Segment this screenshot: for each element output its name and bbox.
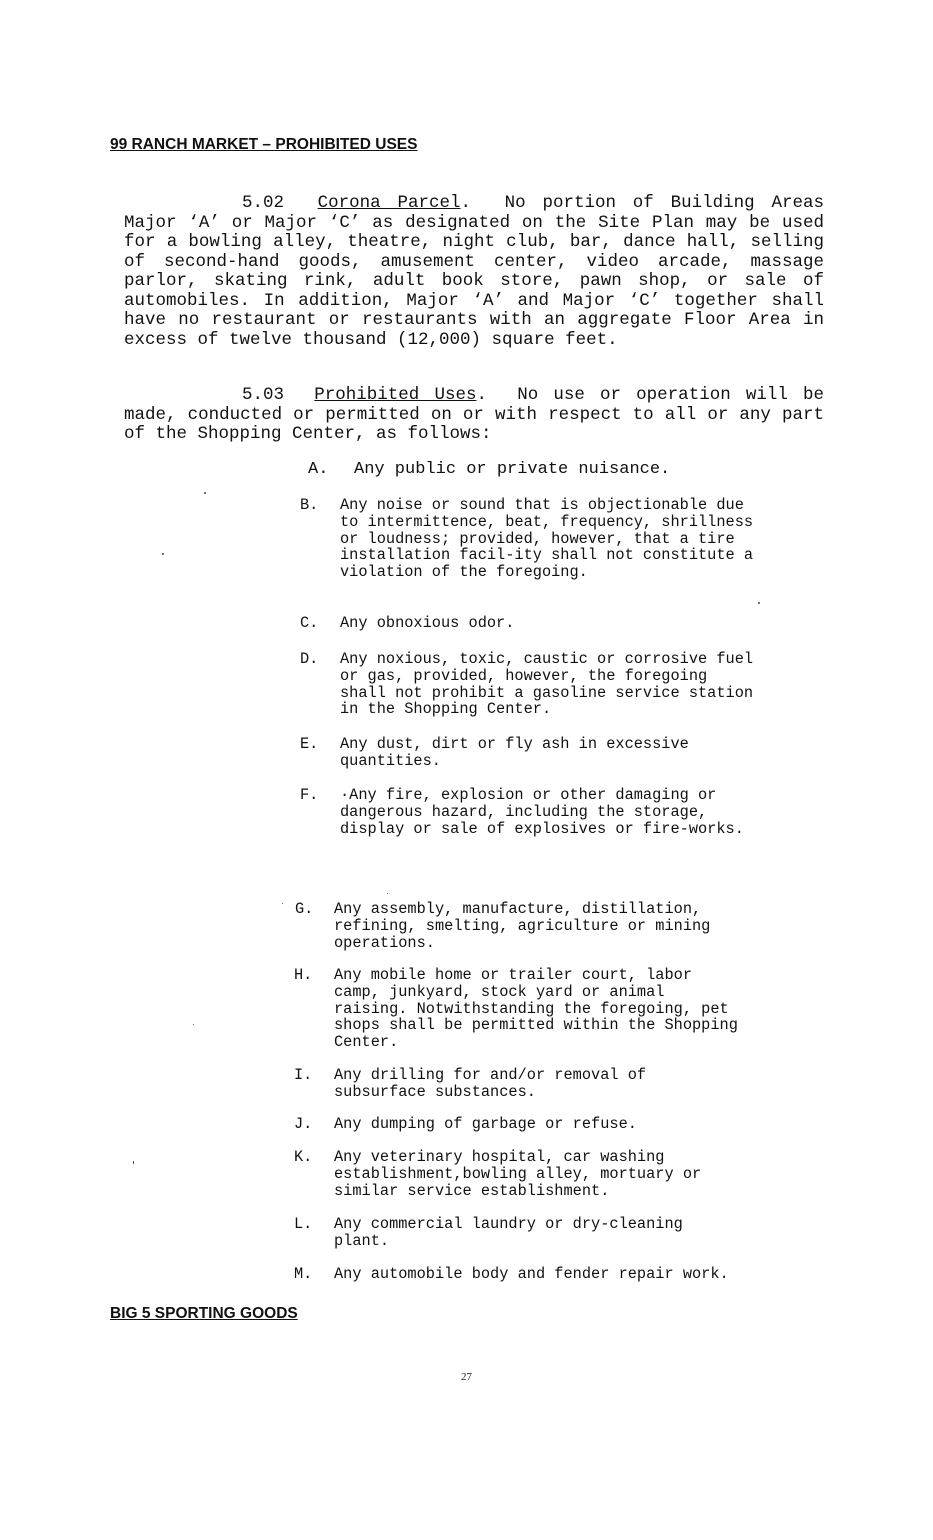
- scan-speck: [193, 1024, 194, 1025]
- list-letter: L.: [294, 1215, 313, 1233]
- list-text: Any commercial laundry or dry-cleaning plant.: [334, 1215, 683, 1250]
- list-letter: H.: [294, 966, 313, 984]
- paragraph-body: No portion of Building Areas Major ‘A’ or Major ‘C’ as designated on the Site Plan may be used for a bowling alley, theatre, night club, bar, dance hall, selling of second-hand goods, amusement center, video arcade, massage parlor, skating rink, adult book store, pawn shop, or sale of automobiles. In addition, Major ‘A’ and Major ‘C’ together shall have no restaurant or restaurants with an aggregate Floor Area in excess of twelve thousand (12,000) square feet.: [124, 193, 824, 350]
- list-letter: E.: [300, 735, 319, 753]
- list-letter: J.: [294, 1115, 313, 1133]
- list-letter: K.: [294, 1148, 313, 1166]
- list-letter: D.: [300, 650, 319, 668]
- list-letter: A.: [308, 460, 329, 479]
- list-text: Any drilling for and/or removal of subsurface substances.: [334, 1066, 647, 1101]
- list-text: Any dumping of garbage or refuse.: [334, 1115, 637, 1133]
- list-text: Any automobile body and fender repair work.: [334, 1265, 729, 1283]
- scan-speck: [387, 893, 388, 894]
- section-heading-99-ranch: 99 RANCH MARKET – PROHIBITED USES: [110, 136, 418, 153]
- paragraph-title: Corona Parcel: [317, 193, 461, 213]
- section-heading-big-5: BIG 5 SPORTING GOODS: [110, 1305, 298, 1322]
- paragraph-title: Prohibited Uses: [314, 385, 477, 405]
- list-letter: G.: [295, 900, 314, 918]
- list-letter: B.: [300, 496, 319, 514]
- list-text: Any noise or sound that is objectionable due to intermittence, beat, frequency, shrillness or loudness; provided, however, that a tire installation facil-ity shall not constitute a violation of the foregoing.: [340, 496, 754, 582]
- paragraph-5-02: 5.02 Corona Parcel. No portion of Building Areas Major ‘A’ or Major ‘C’ as designated on the Site Plan may be used for a bowling alley, theatre, night club, bar, dance hall, selling of second-hand goods, amusement center, video arcade, massage parlor, skating rink, adult book store, pawn shop, or sale of automobiles. In addition, Major ‘A’ and Major ‘C’ together shall have no restaurant or restaurants with an aggregate Floor Area in excess of twelve thousand (12,000) square feet.: [124, 193, 824, 350]
- scan-speck: [758, 602, 760, 604]
- scan-speck: [133, 1161, 134, 1164]
- list-letter: F.: [300, 786, 319, 804]
- paragraph-number: 5.03: [242, 385, 285, 405]
- paragraph-body: No use or operation will be made, conducted or permitted on or with respect to all or any part of the Shopping Center, as follows:: [124, 385, 824, 444]
- paragraph-number: 5.02: [242, 193, 285, 213]
- list-text: Any assembly, manufacture, distillation, refining, smelting, agriculture or mining operations.: [334, 900, 711, 952]
- paragraph-5-03: 5.03 Prohibited Uses. No use or operation will be made, conducted or permitted on or with respect to all or any part of the Shopping Center, as follows:: [124, 385, 824, 444]
- list-text: Any public or private nuisance.: [354, 460, 671, 479]
- list-letter: M.: [294, 1265, 313, 1283]
- list-letter: C.: [300, 614, 319, 632]
- list-text: Any noxious, toxic, caustic or corrosive fuel or gas, provided, however, the foregoing shall not prohibit a gasoline service station in the Shopping Center.: [340, 650, 754, 719]
- scan-speck: [282, 903, 283, 904]
- list-text: Any veterinary hospital, car washing establishment,bowling alley, mortuary or similar service establishment.: [334, 1148, 702, 1200]
- scan-speck: [204, 492, 206, 494]
- list-text: Any obnoxious odor.: [340, 614, 515, 632]
- list-letter: I.: [294, 1066, 313, 1084]
- list-text: Any dust, dirt or fly ash in excessive quantities.: [340, 735, 689, 770]
- list-text: Any mobile home or trailer court, labor camp, junkyard, stock yard or animal raising. Notwithstanding the foregoing, pet shops shall be permitted within the Shopping Center.: [334, 966, 738, 1052]
- scan-speck: [162, 553, 164, 555]
- list-text: ·Any fire, explosion or other damaging or dangerous hazard, including the storage, display or sale of explosives or fire-works.: [340, 786, 744, 838]
- page-number: 27: [461, 1371, 472, 1383]
